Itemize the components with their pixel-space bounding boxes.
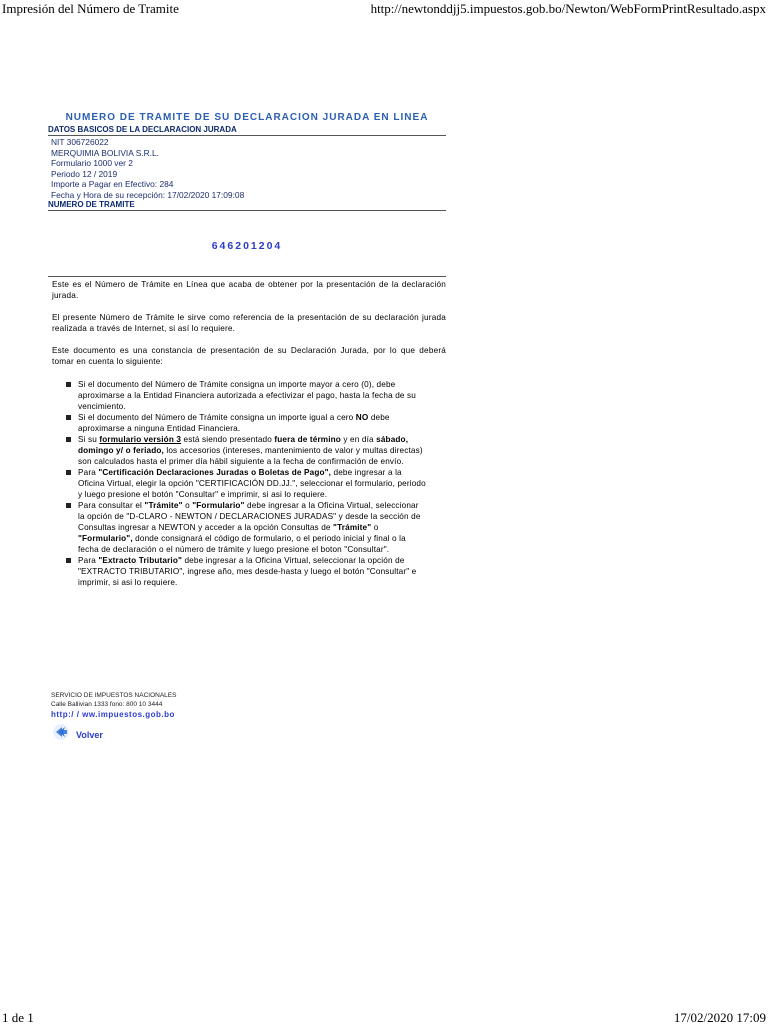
organization-address: Calle Ballivian 1333 fono: 800 10 3444 bbox=[51, 700, 163, 708]
bullet-square-icon bbox=[66, 503, 71, 508]
list-item-text: Si su bbox=[78, 435, 100, 444]
basic-section-header bbox=[48, 125, 446, 136]
bullet-square-icon bbox=[66, 382, 71, 387]
company-name-line: MERQUIMIA BOLIVIA S.R.L. bbox=[51, 147, 159, 158]
form-line: Formulario 1000 ver 2 bbox=[51, 158, 133, 169]
list-item-bold: sábado, domingo y/ o feriado, bbox=[78, 435, 409, 455]
organization-info bbox=[51, 692, 176, 709]
amount-line: Importe a Pagar en Efectivo: 284 bbox=[51, 179, 174, 190]
list-item-text: Si el documento del Número de Trámite consigna un importe igual a cero bbox=[78, 413, 356, 422]
list-item-text: debe ingresar a la Oficina Virtual, seleccionar la opción de "EXTRACTO TRIBUTARIO", ingrese año, mes desde-hasta y luego el botón "Consultar" e imprimir, si asi lo requiere. bbox=[78, 556, 417, 587]
list-item-text: Si el documento del Número de Trámite consigna un importe mayor a cero (0), debe aproximarse a la Entidad Financiera autorizada a efectivizar el pago, hasta la fecha de su vencimiento. bbox=[78, 380, 417, 411]
tramite-section-header-label: NUMERO DE TRAMITE bbox=[48, 200, 135, 209]
list-item-text: donde consignará el código de formulario, o el periodo inicial y final o la fecha de declaración o el número de trámite y luego presione el boton "Consultar". bbox=[78, 534, 406, 554]
list-item-bold: "Trámite" bbox=[144, 501, 183, 510]
bullet-square-icon bbox=[66, 470, 71, 475]
list-item bbox=[66, 379, 426, 412]
paragraph-2: El presente Número de Trámite le sirve como referencia de la presentación de su declaración jurada realizada a través de Internet, si así lo requiere. bbox=[52, 313, 446, 333]
list-item-text: debe aproximarse a ninguna Entidad Financiera. bbox=[78, 413, 390, 433]
list-item-text: y en día bbox=[340, 435, 377, 444]
bullet-square-icon bbox=[66, 558, 71, 563]
list-item-text: Para bbox=[78, 468, 99, 477]
back-button[interactable] bbox=[52, 723, 103, 741]
paragraph-3: Este documento es una constancia de presentación de su Declaración Jurada, por lo que deberá tomar en cuenta lo siguiente: bbox=[52, 346, 446, 366]
basic-data-list bbox=[51, 137, 446, 201]
instructions-list bbox=[66, 379, 426, 588]
list-item-bold: "Trámite" bbox=[333, 523, 372, 532]
list-item-text: o bbox=[371, 523, 379, 532]
list-item bbox=[66, 555, 426, 588]
organization-website-link[interactable]: http:/ / ww.impuestos.gob.bo bbox=[51, 710, 175, 719]
list-item bbox=[66, 500, 426, 555]
back-arrow-icon bbox=[52, 723, 70, 741]
list-item bbox=[66, 467, 426, 500]
basic-section-header-label: DATOS BASICOS DE LA DECLARACION JURADA bbox=[48, 125, 237, 134]
list-item-bold: "Formulario", bbox=[78, 534, 133, 543]
list-item-text: Para bbox=[78, 556, 99, 565]
organization-name: SERVICIO DE IMPUESTOS NACIONALES bbox=[51, 692, 177, 699]
print-header-title: Impresión del Número de Tramite bbox=[2, 1, 179, 16]
list-item bbox=[66, 412, 426, 434]
paragraph-1: Este es el Número de Trámite en Línea que acaba de obtener por la presentación de la declaración jurada. bbox=[52, 280, 446, 300]
page-title: NUMERO DE TRAMITE DE SU DECLARACION JURADA EN LINEA bbox=[65, 112, 429, 123]
list-item-bold: NO bbox=[355, 413, 369, 422]
print-footer-datetime: 17/02/2020 17:09 bbox=[673, 1010, 766, 1024]
list-item bbox=[66, 434, 426, 467]
bullet-square-icon bbox=[66, 415, 71, 420]
list-item-bold: "Extracto Tributario" bbox=[98, 556, 183, 565]
tramite-section-header bbox=[48, 200, 446, 211]
bullet-square-icon bbox=[66, 437, 71, 442]
list-item-text: los accesorios (intereses, mantenimiento de valor y multas directas) son calculados hasta el primer día hábil siguiente a la fecha de confirmación de envío. bbox=[78, 446, 423, 466]
list-item-bold: "Certificación Declaraciones Juradas o Boletas de Pago", bbox=[98, 468, 332, 477]
list-item-bold: "Formulario" bbox=[192, 501, 245, 510]
nit-line: NIT 306726022 bbox=[51, 137, 109, 147]
reception-datetime-line: Fecha y Hora de su recepción: 17/02/2020 17:09:08 bbox=[51, 189, 245, 200]
print-footer-page: 1 de 1 bbox=[2, 1010, 34, 1024]
tramite-number: 646201204 bbox=[211, 240, 283, 252]
list-item-text: Para consultar el bbox=[78, 501, 145, 510]
list-item-text: o bbox=[182, 501, 193, 510]
divider bbox=[48, 276, 446, 277]
list-item-text: debe ingresar a la Oficina Virtual, seleccionar la opción de "D-CLARO - NEWTON / DECLARACIONES JURADAS" y desde la sección de Consultas ingresar a NEWTON y acceder a la opción Consultas de bbox=[78, 501, 421, 532]
list-item-text: debe ingresar a la Oficina Virtual, elegir la opción "CERTIFICACIÓN DD.JJ.", seleccionar el formulario, periodo y luego presione el botón "Consultar" e imprimir, si asi lo requiere. bbox=[78, 468, 426, 499]
back-button-label: Volver bbox=[76, 730, 103, 740]
list-item-bold: fuera de término bbox=[274, 435, 341, 444]
list-item-text: está siendo presentado bbox=[181, 435, 275, 444]
period-line: Periodo 12 / 2019 bbox=[51, 168, 118, 179]
print-header-url: http://newtonddjj5.impuestos.gob.bo/Newton/WebFormPrintResultado.aspx bbox=[370, 1, 766, 16]
form-version-link[interactable]: formulario versión 3 bbox=[99, 435, 182, 444]
